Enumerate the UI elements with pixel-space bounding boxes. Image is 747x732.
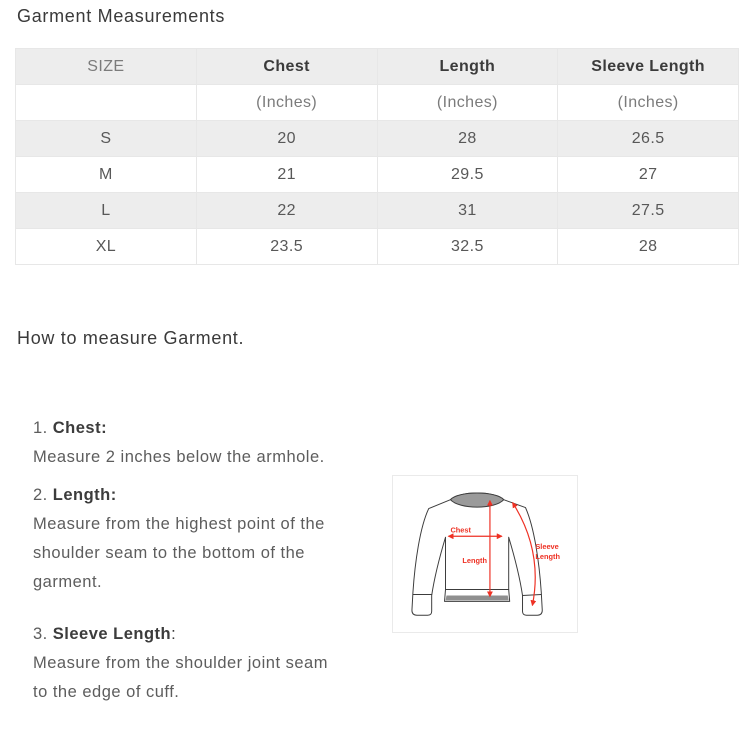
instruction-label [33,619,389,649]
item-term: Length: [52,486,117,504]
unit-cell-sleeve-length: (Inches) [558,85,739,121]
unit-cell-size [16,85,197,121]
page-title: Garment Measurements [17,6,226,26]
unit-row [16,85,739,121]
size-cell: XL [16,229,197,265]
hem-band [446,595,509,600]
item-body-line: Measure from the highest point of the [33,515,325,533]
size-table [15,48,739,265]
value-cell: 22 [196,193,377,229]
value-cell: 28 [558,229,739,265]
unit-cell-length: (Inches) [377,85,558,121]
item-body-line: Measure 2 inches below the armhole. [33,448,325,466]
chest-label: Chest [450,525,471,535]
instruction-label [33,480,389,510]
length-label: Length [462,555,487,565]
item-term: Chest: [52,419,108,437]
sweatshirt-diagram [393,476,577,632]
measurement-diagram-box [392,475,578,633]
value-cell: 29.5 [377,157,558,193]
item-body-line: Measure from the shoulder joint seam [33,654,328,672]
item-number: 1. [33,419,48,437]
value-cell: 20 [196,121,377,157]
table-header-row [16,49,739,85]
garment-outline [412,493,542,615]
unit-cell-chest: (Inches) [196,85,377,121]
col-header-chest: Chest [196,49,377,85]
col-header-sleeve-length: Sleeve Length [558,49,739,85]
col-header-length: Length [377,49,558,85]
instruction-item-length [33,480,389,597]
sleeve-label-line1: Sleeve [535,542,559,552]
item-number: 2. [33,486,48,504]
table-row-xl [16,229,739,265]
instructions-list [33,413,389,707]
value-cell: 27.5 [558,193,739,229]
size-cell: S [16,121,197,157]
item-suffix: : [171,625,177,643]
table-row-l [16,193,739,229]
section-heading: How to measure Garment. [17,328,245,348]
item-number: 3. [33,625,48,643]
sleeve-label-line2: Length [535,551,560,561]
item-term: Sleeve Length [52,625,172,643]
value-cell: 31 [377,193,558,229]
instruction-item-chest [33,413,389,472]
value-cell: 27 [558,157,739,193]
table-row-s [16,121,739,157]
item-body-line: garment. [33,573,103,591]
instruction-item-sleeve-length [33,619,389,707]
value-cell: 26.5 [558,121,739,157]
value-cell: 28 [377,121,558,157]
value-cell: 21 [196,157,377,193]
value-cell: 23.5 [196,229,377,265]
collar [450,493,503,507]
size-cell: M [16,157,197,193]
instruction-label [33,413,389,443]
size-cell: L [16,193,197,229]
item-body-line: to the edge of cuff. [33,683,180,701]
col-header-size: SIZE [16,49,197,85]
item-body-line: shoulder seam to the bottom of the [33,544,305,562]
table-row-m [16,157,739,193]
value-cell: 32.5 [377,229,558,265]
